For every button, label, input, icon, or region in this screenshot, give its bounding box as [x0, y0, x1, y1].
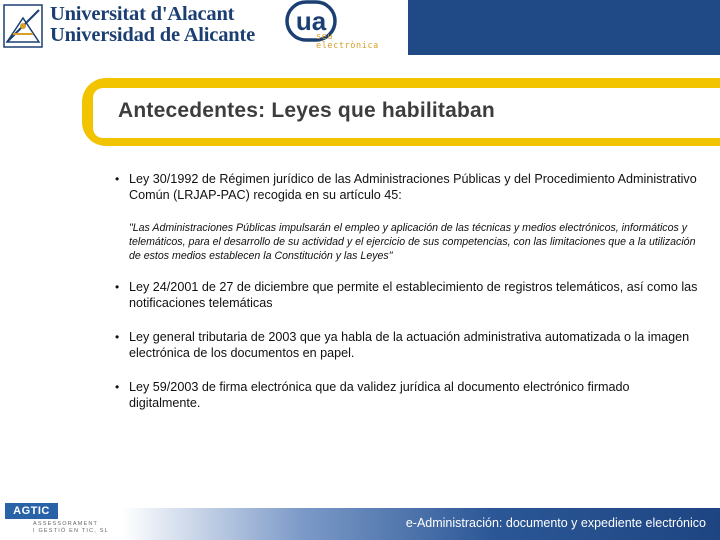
bullet: •	[115, 280, 120, 294]
header	[0, 0, 720, 55]
list-item-text: Ley 59/2003 de firma electrónica que da validez jurídica al documento electrónico firmado digitalmente.	[129, 380, 630, 410]
slide-content	[112, 171, 702, 411]
sede-line1: seu	[316, 32, 334, 42]
agtic-subtitle	[33, 521, 109, 535]
list-item	[112, 171, 702, 203]
sede-electronica-label	[316, 33, 379, 51]
list-item	[112, 279, 702, 311]
sede-logo-text: ua	[295, 6, 327, 36]
slide-title: Antecedentes: Leyes que habilitaban	[118, 99, 495, 122]
footer-bar	[122, 508, 720, 540]
header-blue-panel	[408, 0, 720, 55]
university-crest-icon	[3, 4, 43, 48]
agtic-sub-line2: I GESTIÓ EN TIC, SL	[33, 528, 109, 534]
agtic-logo: AGTIC	[5, 503, 58, 519]
list-item-text: Ley 24/2001 de 27 de diciembre que permite el establecimiento de registros telemáticos, así como las notificaciones telemáticas	[129, 280, 698, 310]
bullet: •	[115, 380, 120, 394]
agtic-sub-line1: ASSESSORAMENT	[33, 521, 99, 527]
list-item-text: Ley general tributaria de 2003 que ya habla de la actuación administrativa automatizada o la imagen electrónica de los documentos en papel.	[129, 330, 690, 360]
sede-line2: electrònica	[316, 41, 379, 51]
university-name-line2: Universidad de Alicante	[50, 24, 255, 46]
footer-caption: e-Administración: documento y expediente electrónico	[405, 516, 706, 530]
bullet: •	[115, 330, 120, 344]
list-item-text: Ley 30/1992 de Régimen jurídico de las Administraciones Públicas y del Procedimiento Administrativo Común (LRJAP-PAC) recogida en su artículo 45:	[129, 172, 697, 202]
university-name-line1: Universitat d'Alacant	[50, 3, 235, 25]
list-item	[112, 329, 702, 361]
list-item	[112, 379, 702, 411]
university-name	[50, 4, 255, 46]
quoted-article-text: "Las Administraciones Públicas impulsarán el empleo y aplicación de las técnicas y medios electrónicos, informáticos y telemáticos, para el desarrollo de su actividad y el ejercicio de sus competencias, con las limitaciones que a la utilización de estos medios establecen la Constitución y las Leyes"	[129, 222, 696, 262]
bullet: •	[115, 172, 120, 186]
